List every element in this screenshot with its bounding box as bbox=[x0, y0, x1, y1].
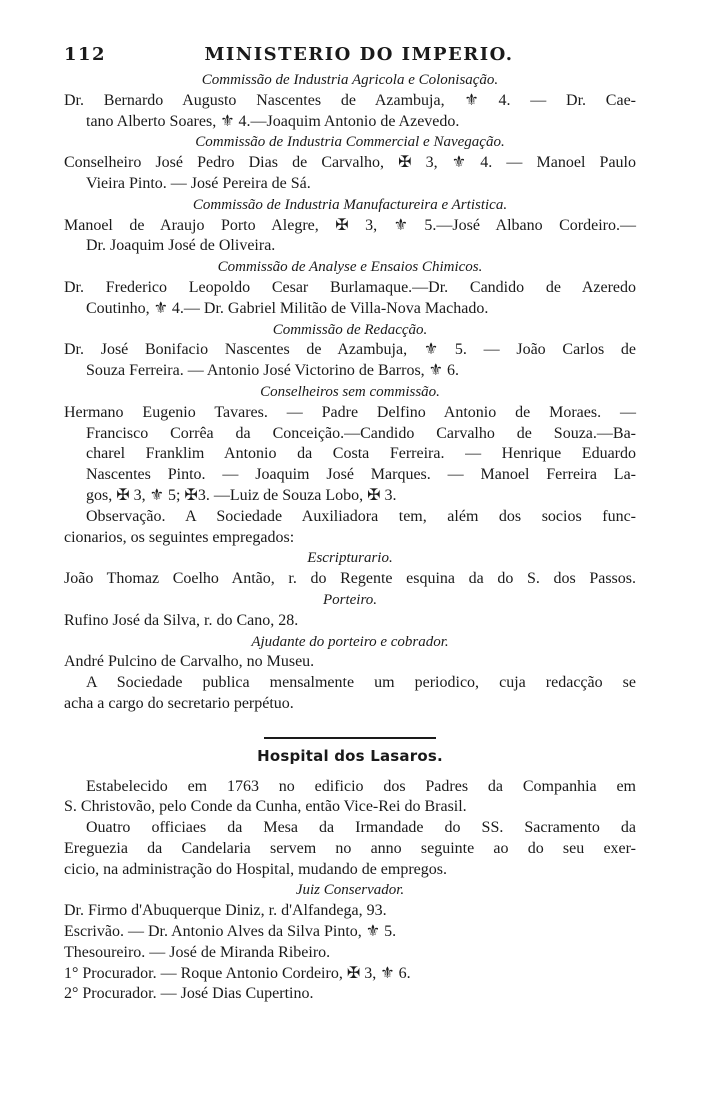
society-heading: Commissão de Analyse e Ensaios Chimicos. bbox=[217, 259, 483, 276]
society-text-line: Souza Ferreira. — Antonio José Victorino de Barros, ⚜ 6. bbox=[86, 362, 460, 380]
society-text-line: Observação. A Sociedade Auxiliadora tem, além dos socios func- bbox=[86, 507, 636, 525]
society-text-line: Conselheiro José Pedro Dias de Carvalho, ✠ 3, ⚜ 4. — Manoel Paulo bbox=[64, 154, 636, 172]
society-text-line: Rufino José da Silva, r. do Cano, 28. bbox=[64, 611, 299, 629]
page-number: 112 bbox=[64, 44, 107, 65]
society-text-line: Hermano Eugenio Tavares. — Padre Delfino Antonio de Moraes. — bbox=[64, 403, 636, 421]
society-heading: Commissão de Industria Commercial e Navegação. bbox=[195, 134, 505, 151]
running-header bbox=[64, 44, 654, 66]
hospital-text-line: cicio, na administração do Hospital, mudando de empregos. bbox=[64, 860, 448, 878]
hospital-text-line: 1° Procurador. — Roque Antonio Cordeiro, ✠ 3, ⚜ 6. bbox=[64, 964, 411, 982]
society-text-line: acha a cargo do secretario perpétuo. bbox=[64, 694, 294, 712]
hospital-heading: Juiz Conservador. bbox=[295, 882, 405, 899]
hospital-block bbox=[64, 777, 636, 1006]
hospital-text-line: Thesoureiro. — José de Miranda Ribeiro. bbox=[64, 943, 331, 961]
running-title: MINISTERIO DO IMPERIO. bbox=[204, 44, 514, 65]
society-heading: Ajudante do porteiro e cobrador. bbox=[251, 633, 449, 650]
hospital-text-line: Ereguezia da Candelaria servem no anno seguinte ao do seu exer- bbox=[64, 839, 636, 857]
society-text-line: Dr. José Bonifacio Nascentes de Azambuja, ⚜ 5. — João Carlos de bbox=[64, 341, 636, 359]
society-text-line: cionarios, os seguintes empregados: bbox=[64, 528, 295, 546]
society-text-line: charel Franklim Antonio da Costa Ferreira. — Henrique Eduardo bbox=[86, 445, 636, 463]
society-text-line: João Thomaz Coelho Antão, r. do Regente esquina da do S. dos Passos. bbox=[64, 570, 636, 588]
society-heading: Escripturario. bbox=[307, 550, 393, 567]
hospital-text-line: Ouatro officiaes da Mesa da Irmandade do SS. Sacramento da bbox=[86, 819, 636, 837]
hospital-text-line: S. Christovão, pelo Conde da Cunha, então Vice-Rei do Brasil. bbox=[64, 798, 467, 816]
society-text-line: Francisco Corrêa da Conceição.—Candido Carvalho de Souza.—Ba- bbox=[86, 424, 636, 442]
society-heading: Porteiro. bbox=[322, 591, 378, 608]
hospital-text-line: Escrivão. — Dr. Antonio Alves da Silva Pinto, ⚜ 5. bbox=[64, 923, 397, 941]
section-title: Hospital dos Lasaros. bbox=[257, 746, 443, 765]
society-text-line: Dr. Joaquim José de Oliveira. bbox=[86, 237, 276, 255]
society-heading: Commissão de Industria Manufactureira e Artistica. bbox=[192, 196, 508, 213]
society-members-block bbox=[64, 70, 636, 715]
page-body bbox=[64, 70, 636, 1005]
society-heading: Conselheiros sem commissão. bbox=[260, 383, 440, 400]
society-text-line: tano Alberto Soares, ⚜ 4.—Joaquim Antonio de Azevedo. bbox=[86, 112, 460, 130]
hospital-text-line: Dr. Firmo d'Abuquerque Diniz, r. d'Alfandega, 93. bbox=[64, 902, 387, 920]
society-text-line: Nascentes Pinto. — Joaquim José Marques. — Manoel Ferreira La- bbox=[86, 466, 636, 484]
society-text-line: Vieira Pinto. — José Pereira de Sá. bbox=[86, 174, 311, 192]
society-text-line: Manoel de Araujo Porto Alegre, ✠ 3, ⚜ 5.—José Albano Cordeiro.— bbox=[64, 216, 636, 234]
society-heading: Commissão de Industria Agricola e Colonisação. bbox=[201, 72, 499, 88]
hospital-text-line: Estabelecido em 1763 no edificio dos Padres da Companhia em bbox=[86, 777, 636, 795]
society-text-line: Dr. Frederico Leopoldo Cesar Burlamaque.—Dr. Candido de Azeredo bbox=[64, 278, 636, 296]
section-divider bbox=[264, 737, 436, 739]
hospital-text-line: 2° Procurador. — José Dias Cupertino. bbox=[64, 985, 314, 1003]
society-heading: Commissão de Redacção. bbox=[272, 321, 428, 338]
society-text-line: Coutinho, ⚜ 4.— Dr. Gabriel Militão de Villa-Nova Machado. bbox=[86, 299, 489, 317]
society-text-line: A Sociedade publica mensalmente um periodico, cuja redacção se bbox=[86, 674, 636, 692]
society-text-line: André Pulcino de Carvalho, no Museu. bbox=[64, 653, 315, 671]
society-text-line: gos, ✠ 3, ⚜ 5; ✠3. —Luiz de Souza Lobo, ✠ 3. bbox=[86, 486, 397, 504]
society-text-line: Dr. Bernardo Augusto Nascentes de Azambuja, ⚜ 4. — Dr. Cae- bbox=[64, 91, 636, 109]
